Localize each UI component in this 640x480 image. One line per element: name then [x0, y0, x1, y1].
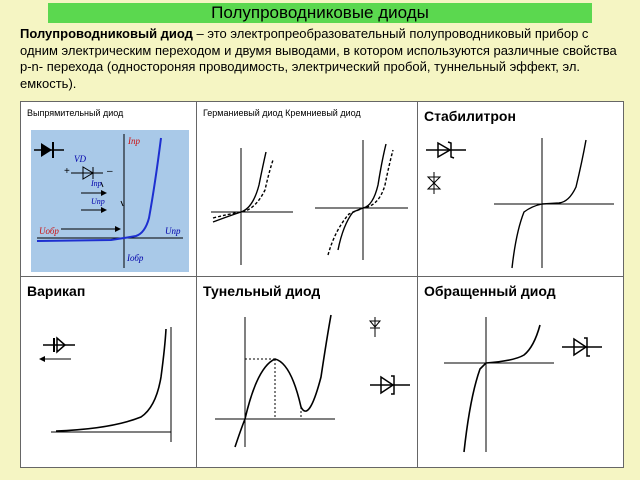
cell-backward — [418, 277, 624, 468]
si-iv-graph — [315, 140, 408, 260]
page-title: Полупроводниковые диоды — [211, 3, 429, 22]
varicap-cv-graph — [31, 307, 191, 457]
cell-ge-si-title: Германиевый диод Кремниевый диод — [203, 108, 361, 118]
intro-text: – это электропреобразовательный полупроводниковый прибор с одним электрическим переходом и двумя выводами, в котором используются различные свойства p-n- перехода (одностороняя проводимость, электрический пробой, туннельный эффект, эл. емкость). — [20, 26, 617, 91]
rectifier-label-minus: – — [107, 166, 113, 177]
title-bar — [48, 3, 592, 23]
ge-iv-graph — [211, 148, 293, 265]
backward-symbol-icon — [562, 338, 602, 356]
zener-symbol-icon — [426, 142, 466, 158]
zener-iv-graph — [424, 132, 619, 272]
cell-tunnel-title: Тунельный диод — [203, 283, 321, 299]
intro-term: Полупроводниковый диод — [20, 26, 193, 41]
ge-si-iv-graphs — [203, 130, 413, 270]
cell-zener — [418, 102, 624, 277]
cell-ge-si — [197, 102, 418, 277]
diode-types-table — [20, 101, 624, 468]
cell-rectifier-title: Выпрямительный диод — [27, 108, 124, 118]
tunnel-iv-graph — [205, 307, 415, 457]
rectifier-label-iobr: Iобр — [127, 253, 144, 263]
varicap-symbol-icon — [39, 338, 75, 362]
rectifier-label-ipr-axis: Iпр — [128, 136, 140, 146]
rectifier-label-ipr: Iпр — [91, 179, 102, 188]
cell-zener-title: Стабилитрон — [424, 108, 516, 124]
cell-backward-title: Обращенный диод — [424, 283, 556, 299]
intro-paragraph — [20, 26, 624, 92]
rectifier-label-upr-axis: Uпр — [165, 226, 181, 236]
cell-varicap — [21, 277, 197, 468]
tunnel-symbol-icon — [370, 376, 410, 394]
rectifier-label-uobr: Uобр — [39, 226, 59, 236]
rectifier-label-vd: VD — [74, 154, 86, 164]
cell-rectifier — [21, 102, 197, 277]
rectifier-iv-graph — [31, 130, 189, 272]
backward-iv-graph — [424, 307, 619, 457]
cell-tunnel — [197, 277, 418, 468]
bidirectional-zener-symbol-icon — [428, 172, 440, 194]
rectifier-label-upr: Uпр — [91, 197, 105, 206]
tunnel-small-symbol-icon — [370, 317, 380, 337]
cell-varicap-title: Варикап — [27, 283, 86, 299]
rectifier-label-plus: + — [64, 166, 70, 177]
